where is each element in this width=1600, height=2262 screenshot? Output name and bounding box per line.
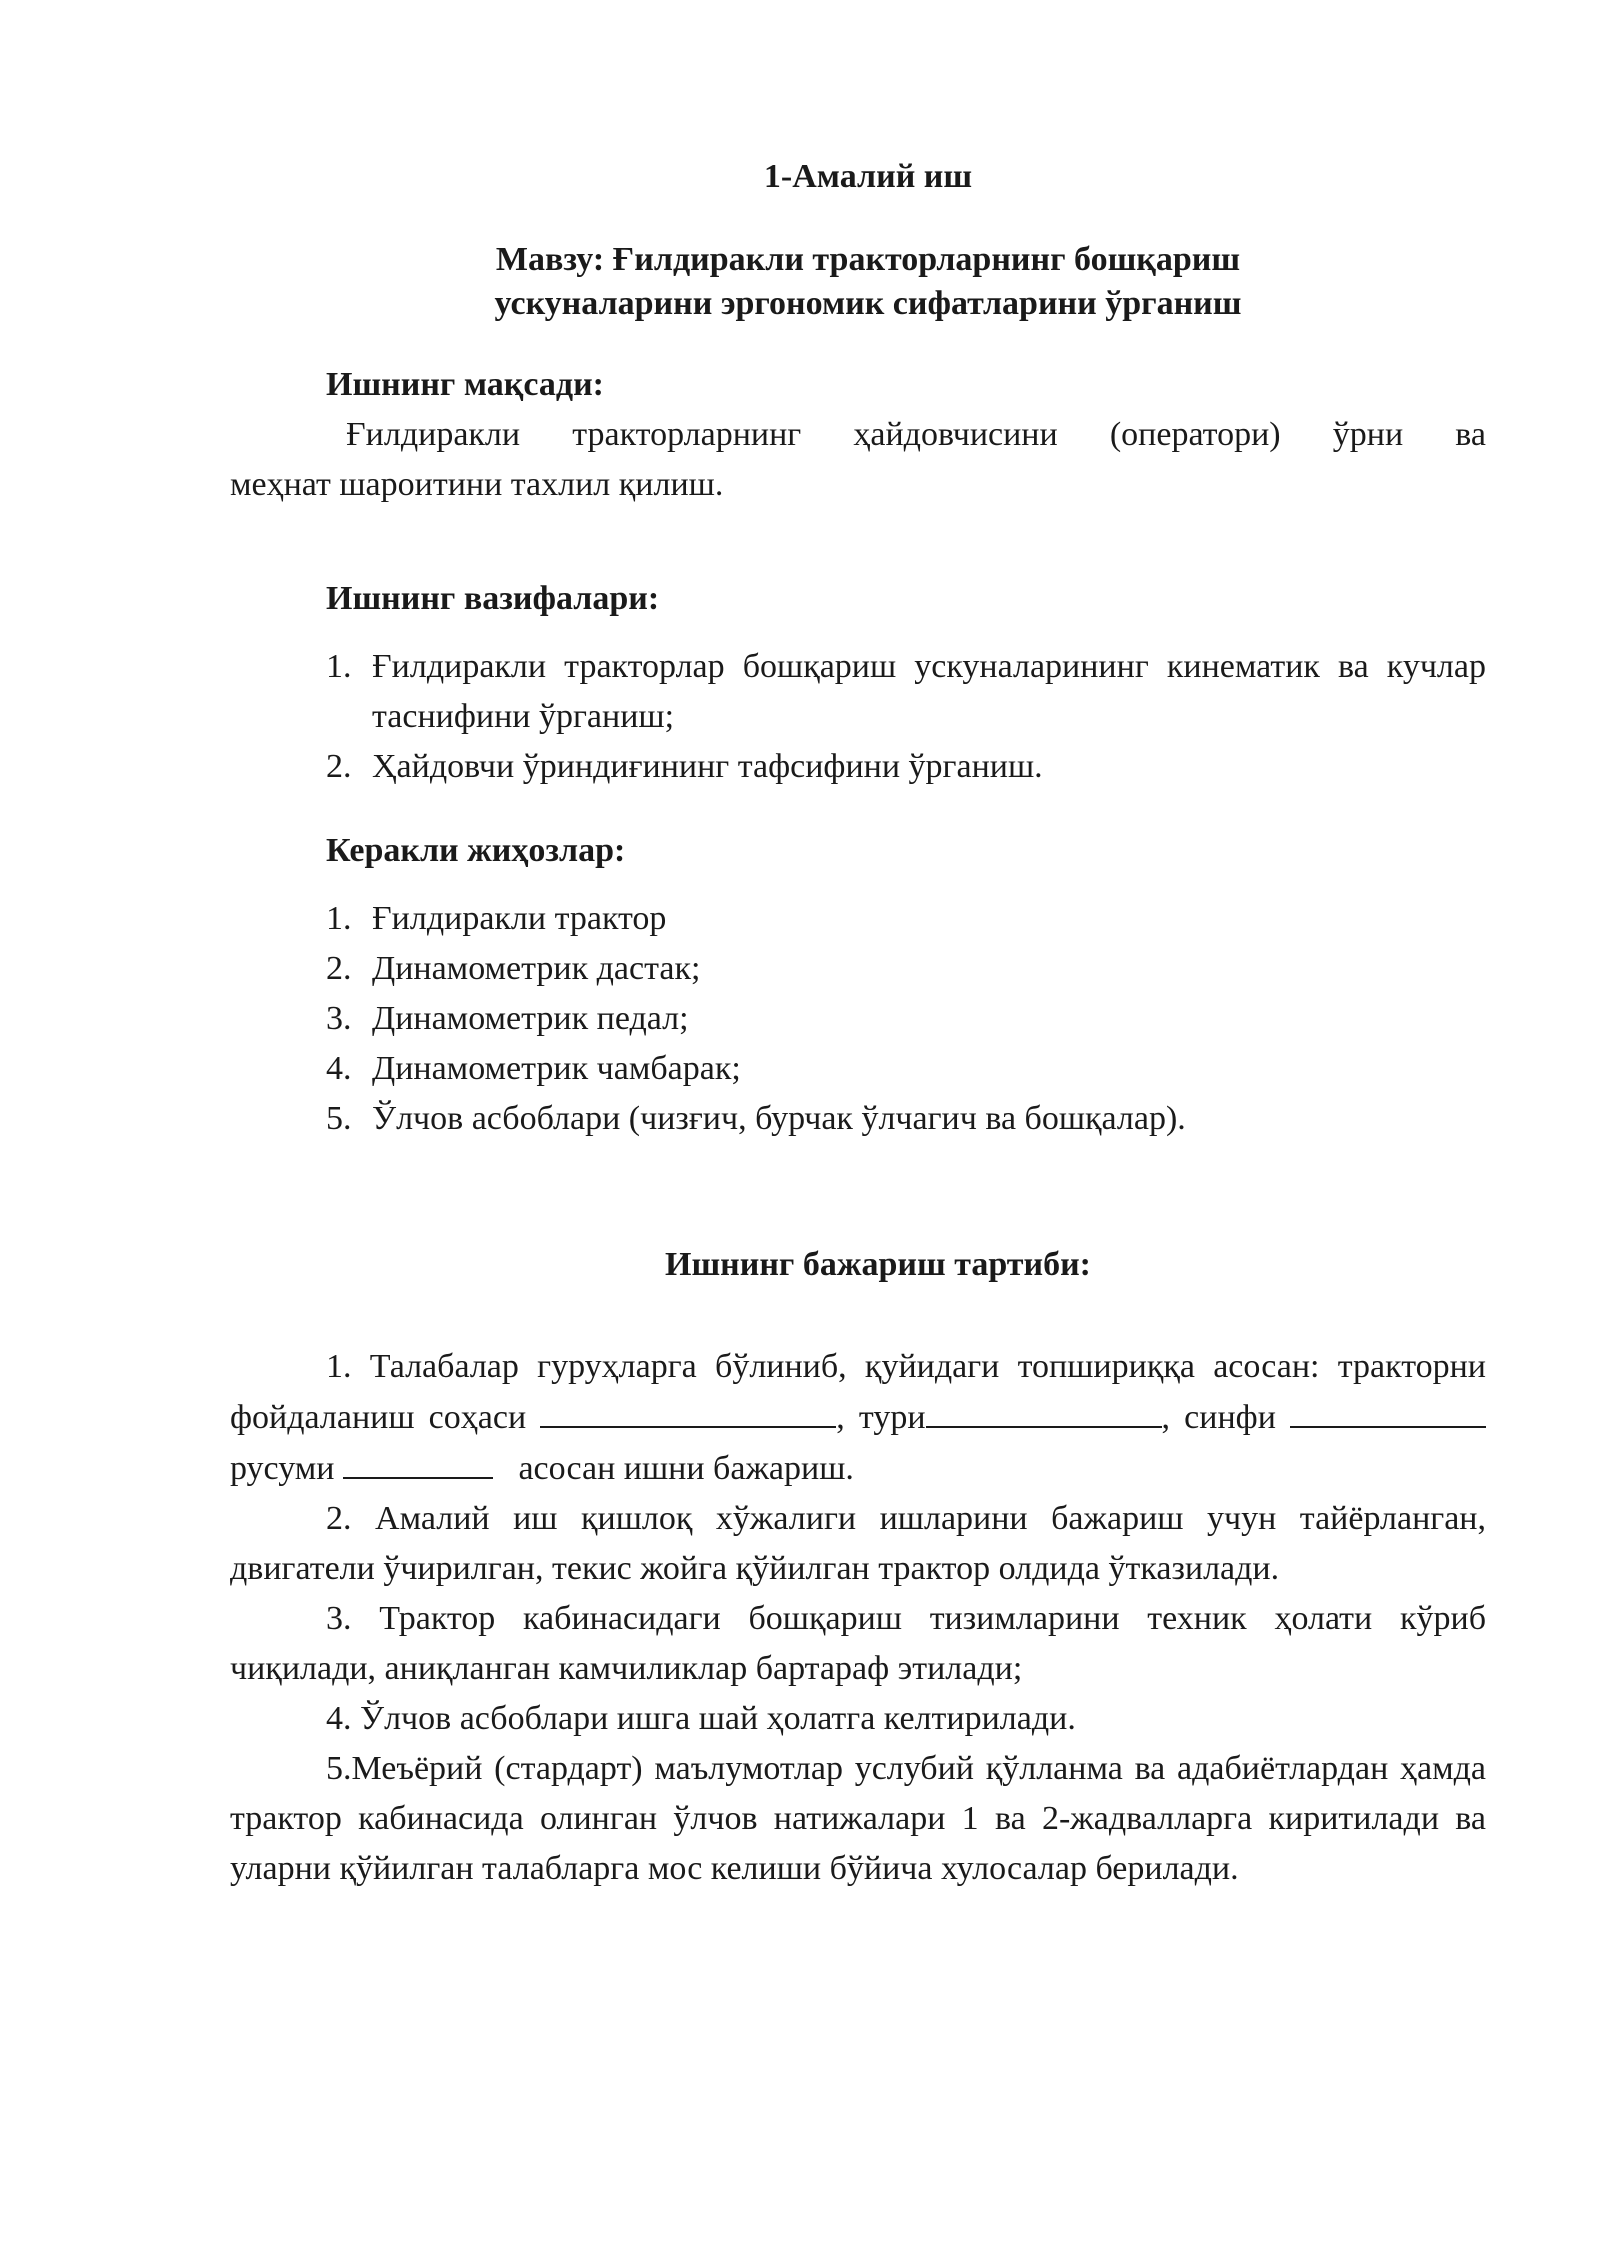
list-item-text: Динамометрик педал;	[372, 1000, 689, 1037]
list-item-text: Ўлчов асбоблари (чизғич, бурчак ўлчагич ва бошқалар).	[372, 1100, 1186, 1137]
goal-text-line-2: меҳнат шароитини тахлил қилиш.	[230, 466, 724, 503]
equipment-list	[230, 894, 1486, 1144]
list-item-text: Динамометрик чамбарак;	[372, 1050, 741, 1087]
list-item-number: 2.	[326, 748, 352, 785]
list-item-number: 1.	[326, 648, 352, 685]
procedure-step-1-text-b: , тури	[836, 1399, 926, 1436]
list-item-number: 5.	[326, 1100, 352, 1137]
tasks-heading: Ишнинг вазифалари:	[326, 580, 660, 617]
procedure-step-2: 2. Амалий иш қишлоқ хўжалиги ишларини бажариш учун тайёрланган, двигатели ўчирилган, текис жойга қўйилган трактор олдида ўтказилади.	[230, 1500, 1486, 1587]
goal-text	[230, 410, 1486, 510]
blank-field-usage-area	[540, 1392, 836, 1428]
list-item	[326, 944, 1486, 994]
blank-field-class	[1290, 1392, 1486, 1428]
blank-field-model	[343, 1443, 493, 1479]
list-item	[326, 742, 1486, 792]
list-item-number: 3.	[326, 1000, 352, 1037]
list-item-text: Ғилдиракли тракторлар бошқариш ускуналарининг кинематик ва кучлар таснифини ўрганиш;	[372, 648, 1486, 735]
list-item-number: 4.	[326, 1050, 352, 1087]
tasks-list	[230, 642, 1486, 792]
list-item	[326, 994, 1486, 1044]
blank-field-type	[926, 1392, 1162, 1428]
procedure-step-5: 5.Меъёрий (стардарт) маълумотлар услубий қўлланма ва адабиётлардан ҳамда трактор кабинасида олинган ўлчов натижалари 1 ва 2-жадвалларга киритилади ва уларни қўйилган талабларга мос келиши бўйича хулосалар берилади.	[230, 1750, 1486, 1887]
list-item-number: 2.	[326, 950, 352, 987]
list-item	[326, 894, 1486, 944]
subject-line-1: Мавзу: Ғилдиракли тракторларнинг бошқариш	[495, 241, 1241, 278]
document-subject	[250, 238, 1486, 326]
list-item-text: Ғилдиракли трактор	[372, 900, 667, 937]
document-page	[230, 140, 1486, 1894]
procedure-step-1-text-e: асосан ишни бажариш.	[518, 1450, 854, 1487]
procedure-step-4: 4. Ўлчов асбоблари ишга шай ҳолатга келтирилади.	[326, 1700, 1076, 1737]
list-item-text: Ҳайдовчи ўриндиғининг тафсифини ўрганиш.	[372, 748, 1043, 785]
goal-text-line-1: Ғилдиракли тракторларнинг ҳайдовчисини (оператори) ўрни ва	[346, 416, 1486, 453]
list-item	[326, 642, 1486, 742]
list-item-text: Динамометрик дастак;	[372, 950, 701, 987]
procedure-step-1	[230, 1342, 1486, 1494]
list-item-number: 1.	[326, 900, 352, 937]
list-item	[326, 1044, 1486, 1094]
equipment-heading: Керакли жиҳозлар:	[326, 832, 626, 869]
goal-heading: Ишнинг мақсади:	[326, 366, 604, 403]
procedure-step-3: 3. Трактор кабинасидаги бошқариш тизимларини техник ҳолати кўриб чиқилади, аниқланган камчиликлар бартараф этилади;	[230, 1600, 1486, 1687]
procedure-step-1-text-d: русуми	[230, 1450, 335, 1487]
list-item	[326, 1094, 1486, 1144]
procedure-step-1-text-c: , синфи	[1161, 1399, 1276, 1436]
subject-line-2: ускуналарини эргономик сифатларини ўрганиш	[494, 285, 1242, 322]
procedure-step-1-text-a: 1. Талабалар гуруҳларга бўлиниб, қуйидаги топшириққа асосан: тракторни фойдаланиш соҳаси	[230, 1348, 1486, 1436]
procedure-heading: Ишнинг бажариш тартиби:	[665, 1246, 1091, 1283]
document-title: 1-Амалий иш	[763, 158, 973, 195]
